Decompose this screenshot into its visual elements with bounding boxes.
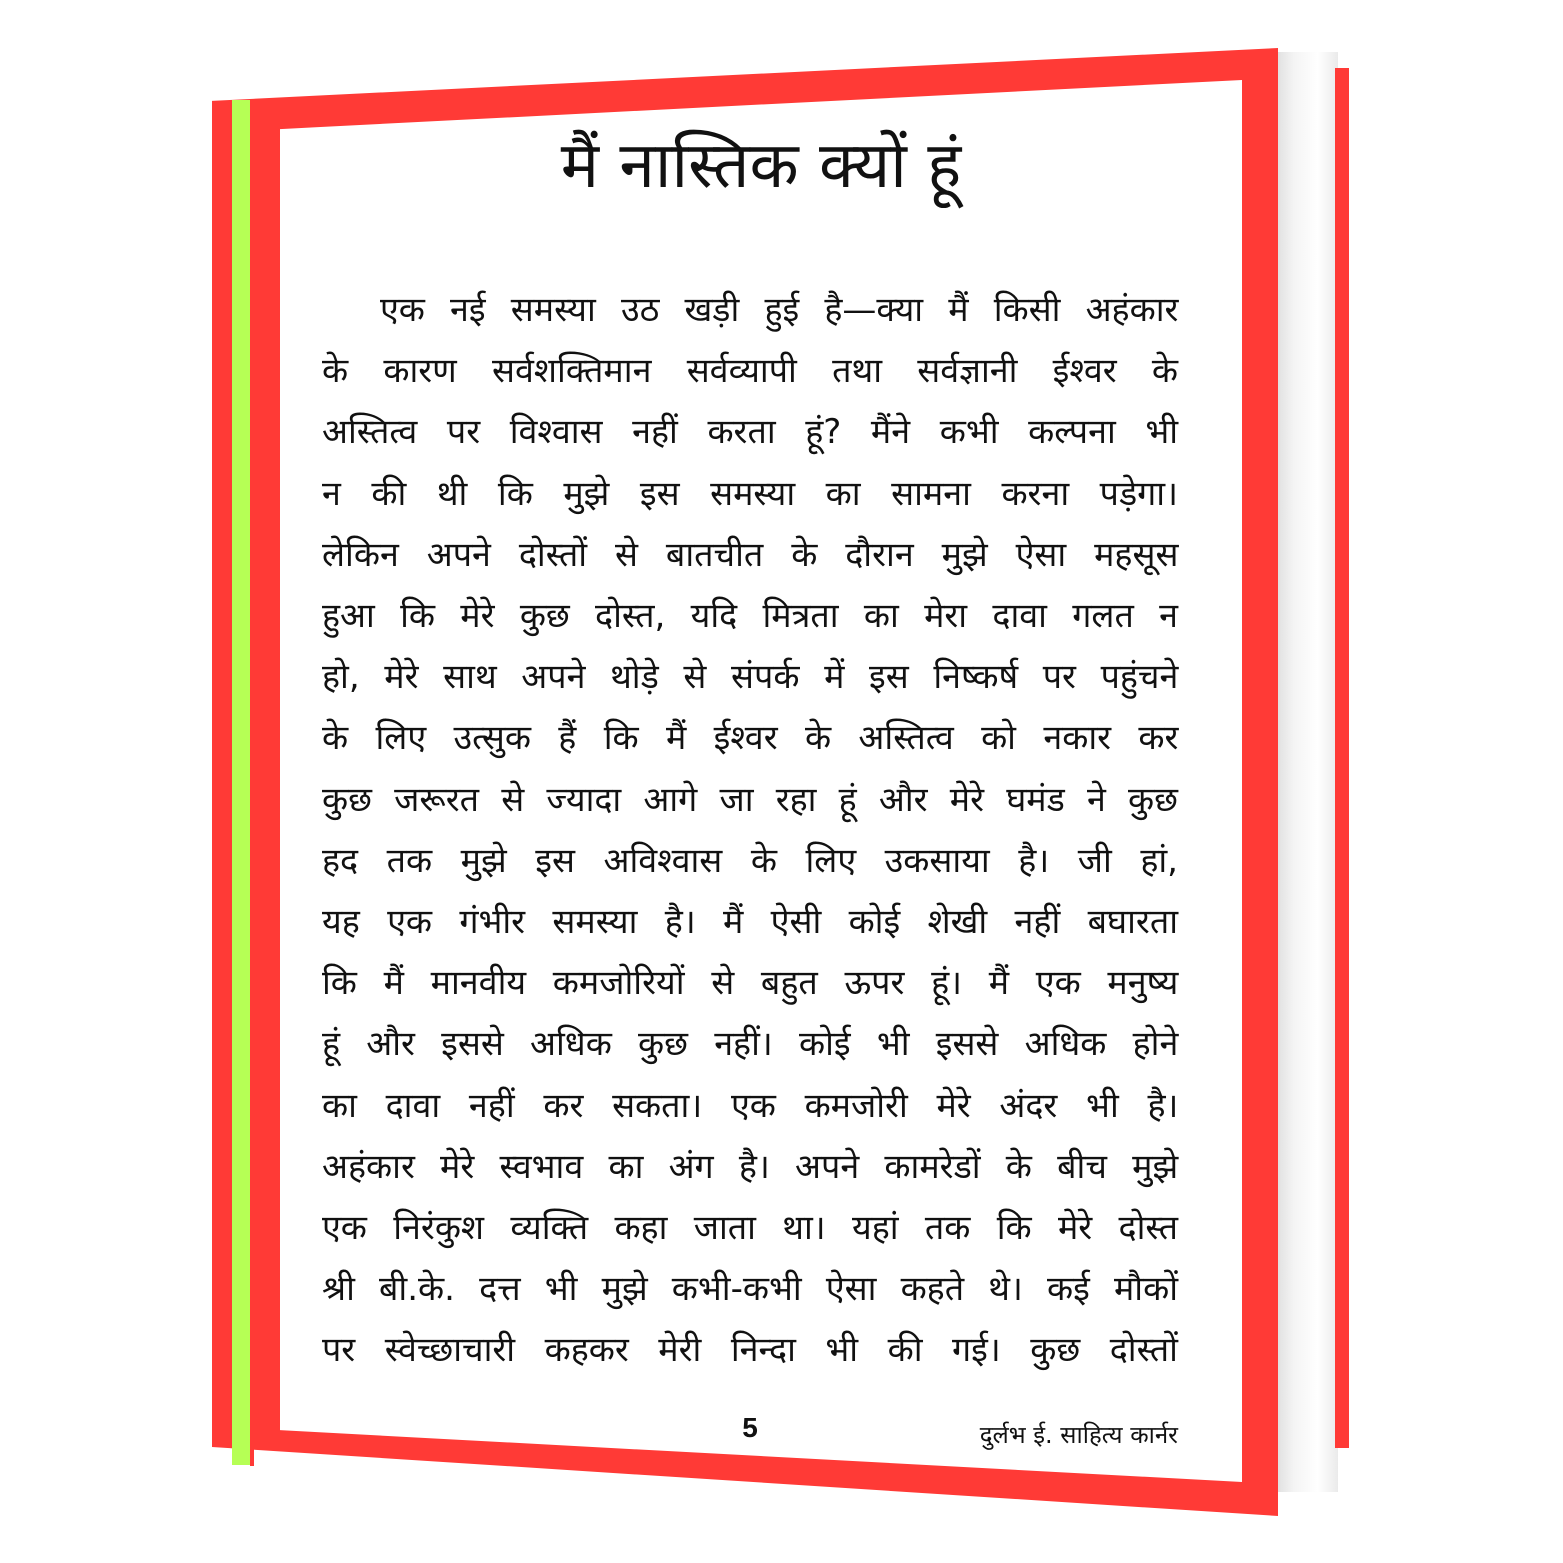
text-line: पर स्वेच्छाचारी कहकर मेरी निन्दा भी की गई। कुछ दोस्तों <box>322 1330 1178 1371</box>
text-line: के लिए उत्सुक हैं कि मैं ईश्वर के अस्तित्व को नकार कर <box>322 718 1179 759</box>
text-line: न की थी कि मुझे इस समस्या का सामना करना पड़ेगा। <box>322 473 1178 514</box>
book-page-edges <box>1270 52 1338 1492</box>
text-line: अस्तित्व पर विश्वास नहीं करता हूं? मैंने कभी कल्पना भी <box>322 412 1179 453</box>
page-number: 5 <box>742 1412 758 1443</box>
text-line: कि मैं मानवीय कमजोरियों से बहुत ऊपर हूं। मैं एक मनुष्य <box>322 963 1179 1004</box>
cover-green-stripe <box>232 100 250 1465</box>
text-line: हद तक मुझे इस अविश्वास के लिए उकसाया है। जी हां, <box>322 840 1178 881</box>
book-back-edge <box>1335 68 1349 1448</box>
text-line: यह एक गंभीर समस्या है। मैं ऐसी कोई शेखी नहीं बघारता <box>322 902 1178 943</box>
text-line: श्री बी.के. दत्त भी मुझे कभी-कभी ऐसा कहते थे। कई मौकों <box>322 1269 1178 1310</box>
text-line: हूं और इससे अधिक कुछ नहीं। कोई भी इससे अधिक होने <box>322 1024 1179 1065</box>
cover-red-stripe <box>250 99 254 1466</box>
footer-credit: दुर्लभ ई. साहित्य कार्नर <box>979 1421 1178 1449</box>
text-line: का दावा नहीं कर सकता। एक कमजोरी मेरे अंदर भी है। <box>322 1085 1179 1126</box>
text-line: हुआ कि मेरे कुछ दोस्त, यदि मित्रता का मेरा दावा गलत न <box>322 596 1178 637</box>
text-line: एक निरंकुश व्यक्ति कहा जाता था। यहां तक कि मेरे दोस्त <box>322 1208 1178 1249</box>
text-line: हो, मेरे साथ अपने थोड़े से संपर्क में इस निष्कर्ष पर पहुंचने <box>322 657 1179 698</box>
body-paragraph <box>322 280 1178 1382</box>
text-line: एक नई समस्या उठ खड़ी हुई है—क्या मैं किसी अहंकार <box>380 290 1179 330</box>
text-line: लेकिन अपने दोस्तों से बातचीत के दौरान मुझे ऐसा महसूस <box>322 534 1179 575</box>
page-title: मैं नास्तिक क्यों हूं <box>560 129 962 203</box>
text-line: अहंकार मेरे स्वभाव का अंग है। अपने कामरेडों के बीच मुझे <box>322 1146 1179 1187</box>
text-line: कुछ जरूरत से ज्यादा आगे जा रहा हूं और मेरे घमंड ने कुछ <box>322 779 1178 820</box>
text-line: के कारण सर्वशक्तिमान सर्वव्यापी तथा सर्वज्ञानी ईश्वर के <box>322 351 1178 392</box>
